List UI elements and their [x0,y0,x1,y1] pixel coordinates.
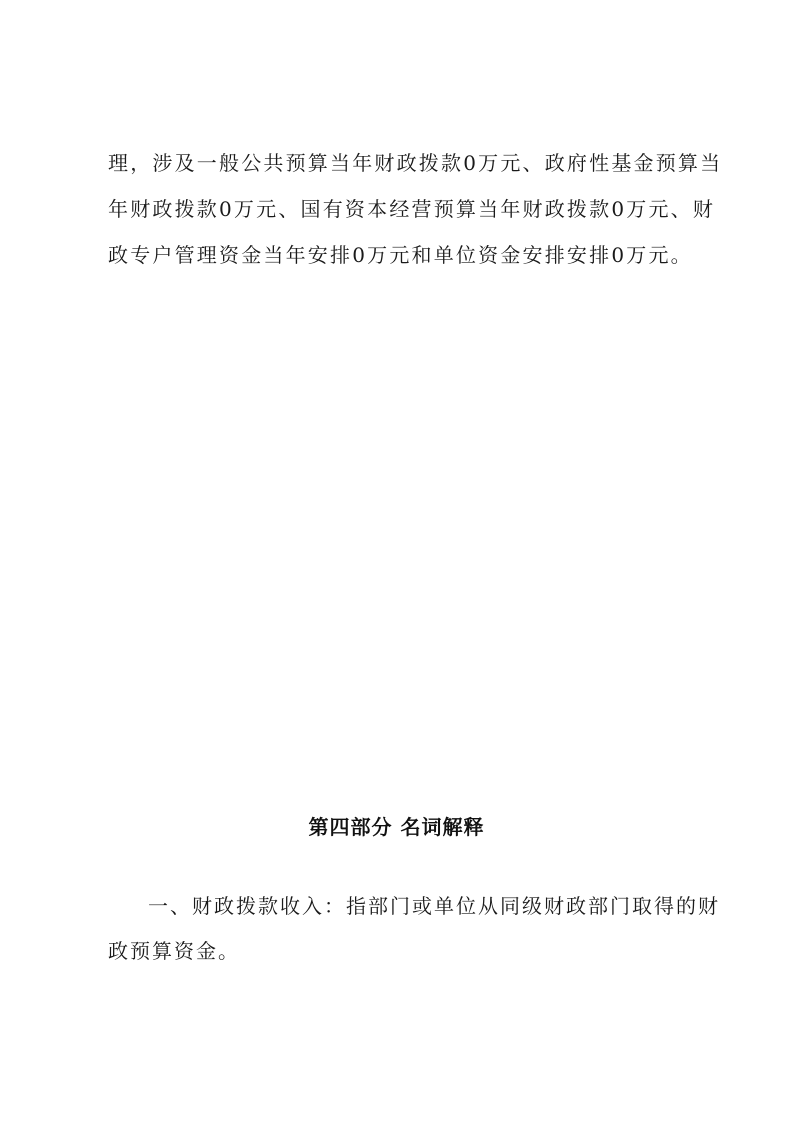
paragraph-line: 政专户管理资金当年安排0万元和单位资金安排安排0万元。 [108,243,693,267]
definition-line: 一、财政拨款收入：指部门或单位从同级财政部门取得的财 [148,894,720,918]
paragraph-line: 理，涉及一般公共预算当年财政拨款0万元、政府性基金预算当 [108,151,723,175]
definition-line: 政预算资金。 [108,939,240,963]
section-heading: 第四部分 名词解释 [308,815,485,839]
paragraph-line: 年财政拨款0万元、国有资本经营预算当年财政拨款0万元、财 [108,197,716,221]
